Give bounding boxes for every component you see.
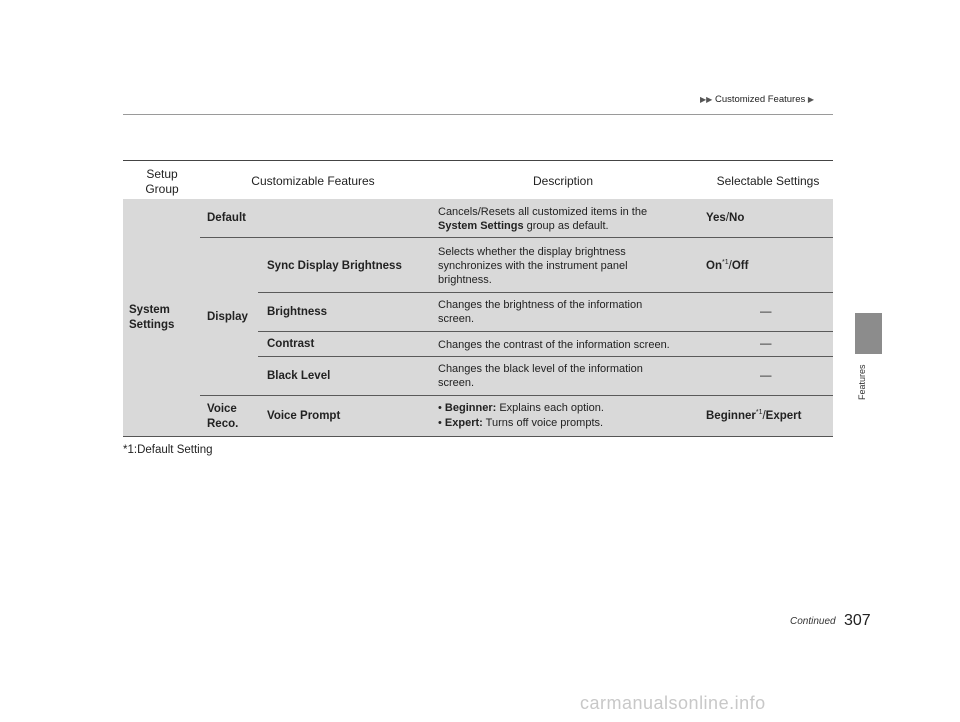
desc-voice-prompt (438, 401, 698, 431)
feature-sync-display-brightness: Sync Display Brightness (267, 260, 402, 272)
breadcrumb (700, 94, 814, 105)
desc-default: Cancels/Resets all customized items in the System Settings group as default. (438, 206, 648, 232)
row-divider (258, 292, 833, 293)
arrow-icon: ▶ (807, 95, 815, 104)
desc-brightness: Changes the brightness of the information screen. (438, 299, 643, 325)
footnote: *1:Default Setting (123, 444, 213, 456)
breadcrumb-title[interactable]: Customized Features (714, 94, 806, 105)
desc-contrast: Changes the contrast of the information screen. (438, 339, 670, 351)
header-description: Description (532, 174, 594, 188)
header-customizable-features: Customizable Features (251, 174, 375, 188)
header-selectable-settings: Selectable Settings (716, 174, 820, 188)
row-divider (258, 356, 833, 357)
continued-label: Continued (790, 616, 836, 627)
sub-voice-reco: Voice Reco. (207, 403, 239, 430)
desc-black-level: Changes the black level of the information screen. (438, 363, 643, 389)
setting-brightness: — (760, 306, 772, 318)
table-header (123, 160, 833, 200)
setting-black-level: — (760, 370, 772, 382)
row-divider (258, 331, 833, 332)
setting-voice-prompt: Beginner$^{*1}$/Expert (706, 409, 802, 422)
list-item: • Beginner: Explains each option. (438, 402, 604, 414)
sub-default: Default (207, 212, 246, 224)
list-item: • Expert: Turns off voice prompts. (438, 417, 604, 429)
feature-brightness: Brightness (267, 306, 328, 318)
sub-display: Display (207, 311, 248, 323)
feature-voice-prompt: Voice Prompt (267, 410, 341, 422)
section-tab-label: Features (857, 364, 867, 400)
header-setup-group: Setup Group (145, 167, 179, 196)
feature-black-level: Black Level (267, 370, 331, 382)
group-system-settings: System Settings (129, 304, 175, 331)
desc-sync-display-brightness: Selects whether the display brightness synchronizes with the instrument panel brightness. (438, 246, 628, 286)
double-arrow-icon: ▶▶ (700, 95, 713, 104)
page-number: 307 (844, 612, 871, 629)
row-divider (200, 395, 833, 396)
feature-contrast: Contrast (267, 338, 315, 350)
header-divider (123, 114, 833, 115)
setting-default: Yes/No (706, 212, 745, 224)
setting-sync-display-brightness: On$^{*1}$/Off (706, 259, 749, 272)
watermark: carmanualsonline.info (580, 693, 766, 713)
settings-table (123, 199, 833, 437)
setting-contrast: — (760, 338, 772, 350)
row-divider (200, 237, 833, 238)
